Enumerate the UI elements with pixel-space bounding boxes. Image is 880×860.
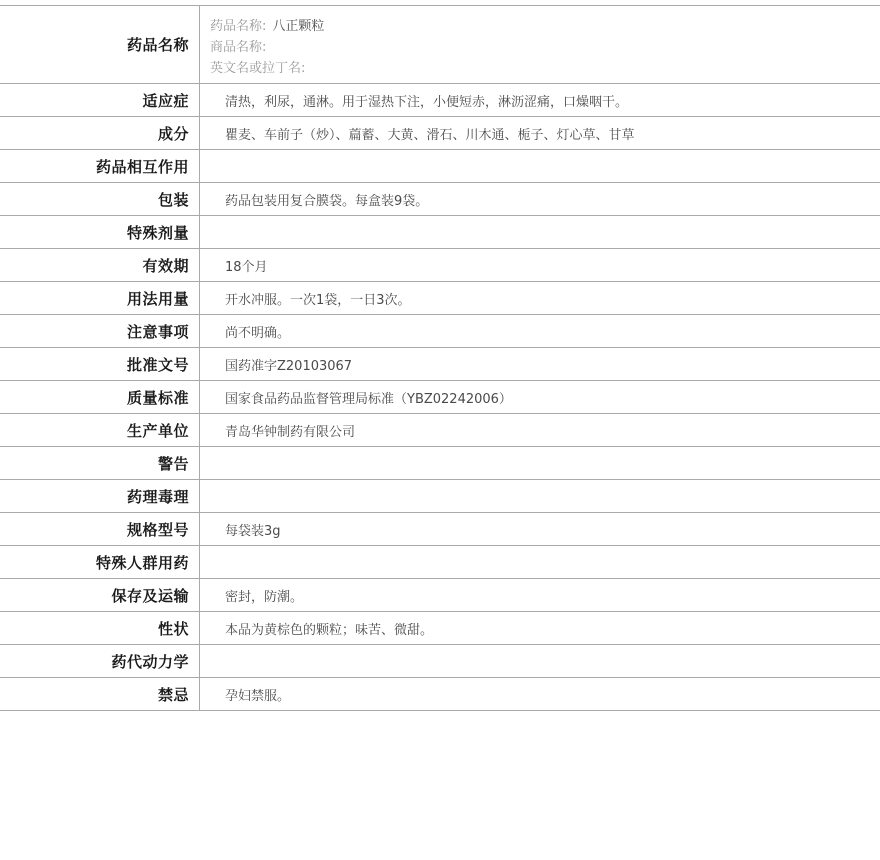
drug-name-key: 药品名称: bbox=[210, 19, 267, 34]
row-ingredients bbox=[0, 117, 880, 150]
row-indications bbox=[0, 84, 880, 117]
row-pharmacokinetics bbox=[0, 645, 880, 678]
row-label: 药品相互作用 bbox=[0, 150, 200, 182]
row-value: 国家食品药品监督管理局标准（YBZ02242006） bbox=[225, 391, 512, 407]
row-value: 瞿麦、车前子（炒）、萹蓄、大黄、滑石、川木通、栀子、灯心草、甘草 bbox=[225, 127, 635, 143]
row-label: 性状 bbox=[0, 612, 200, 644]
english-name-line bbox=[210, 58, 880, 79]
row-specification bbox=[0, 513, 880, 546]
row-label: 警告 bbox=[0, 447, 200, 479]
row-value: 密封，防潮。 bbox=[225, 589, 304, 605]
row-value bbox=[200, 150, 880, 182]
row-label: 特殊剂量 bbox=[0, 216, 200, 248]
row-value: 清热，利尿，通淋。用于湿热下注，小便短赤，淋沥涩痛，口燥咽干。 bbox=[225, 94, 629, 110]
row-approval-number bbox=[0, 348, 880, 381]
row-value: 孕妇禁服。 bbox=[225, 688, 291, 704]
row-label: 成分 bbox=[0, 117, 200, 149]
row-value bbox=[200, 546, 880, 578]
row-value: 每袋装3g bbox=[225, 523, 281, 539]
row-value: 18个月 bbox=[225, 259, 268, 275]
row-label: 注意事项 bbox=[0, 315, 200, 347]
row-value: 国药准字Z20103067 bbox=[225, 358, 353, 374]
row-warnings bbox=[0, 447, 880, 480]
row-manufacturer bbox=[0, 414, 880, 447]
row-pharmacology bbox=[0, 480, 880, 513]
row-label: 质量标准 bbox=[0, 381, 200, 413]
row-label: 有效期 bbox=[0, 249, 200, 281]
row-label: 保存及运输 bbox=[0, 579, 200, 611]
row-label-drug-name: 药品名称 bbox=[0, 6, 200, 83]
row-special-dosage bbox=[0, 216, 880, 249]
row-label: 生产单位 bbox=[0, 414, 200, 446]
row-description bbox=[0, 612, 880, 645]
drug-info-table bbox=[0, 5, 880, 711]
row-special-populations bbox=[0, 546, 880, 579]
row-label: 特殊人群用药 bbox=[0, 546, 200, 578]
row-label: 用法用量 bbox=[0, 282, 200, 314]
row-value: 药品包装用复合膜袋。每盒装9袋。 bbox=[225, 193, 429, 209]
row-value bbox=[200, 480, 880, 512]
drug-name-value: 八正颗粒 bbox=[272, 19, 325, 34]
row-value: 本品为黄棕色的颗粒；味苦、微甜。 bbox=[225, 622, 434, 638]
row-label: 批准文号 bbox=[0, 348, 200, 380]
drug-name-block bbox=[200, 6, 880, 83]
row-shelf-life bbox=[0, 249, 880, 282]
row-quality-standard bbox=[0, 381, 880, 414]
english-name-key: 英文名或拉丁名: bbox=[210, 61, 306, 76]
row-contraindications bbox=[0, 678, 880, 711]
row-value bbox=[200, 645, 880, 677]
row-value bbox=[200, 447, 880, 479]
row-packaging bbox=[0, 183, 880, 216]
row-drug-name bbox=[0, 6, 880, 84]
row-label: 禁忌 bbox=[0, 678, 200, 710]
trade-name-line bbox=[210, 37, 880, 58]
trade-name-key: 商品名称: bbox=[210, 40, 267, 55]
row-value: 尚不明确。 bbox=[225, 325, 291, 341]
row-storage bbox=[0, 579, 880, 612]
row-value: 青岛华钟制药有限公司 bbox=[225, 424, 356, 440]
row-label: 包装 bbox=[0, 183, 200, 215]
row-label: 药理毒理 bbox=[0, 480, 200, 512]
row-interactions bbox=[0, 150, 880, 183]
row-value bbox=[200, 216, 880, 248]
drug-name-line bbox=[210, 16, 880, 37]
row-dosage bbox=[0, 282, 880, 315]
row-value: 开水冲服。一次1袋，一日3次。 bbox=[225, 292, 411, 308]
row-precautions bbox=[0, 315, 880, 348]
row-label: 规格型号 bbox=[0, 513, 200, 545]
row-label: 适应症 bbox=[0, 84, 200, 116]
row-label: 药代动力学 bbox=[0, 645, 200, 677]
